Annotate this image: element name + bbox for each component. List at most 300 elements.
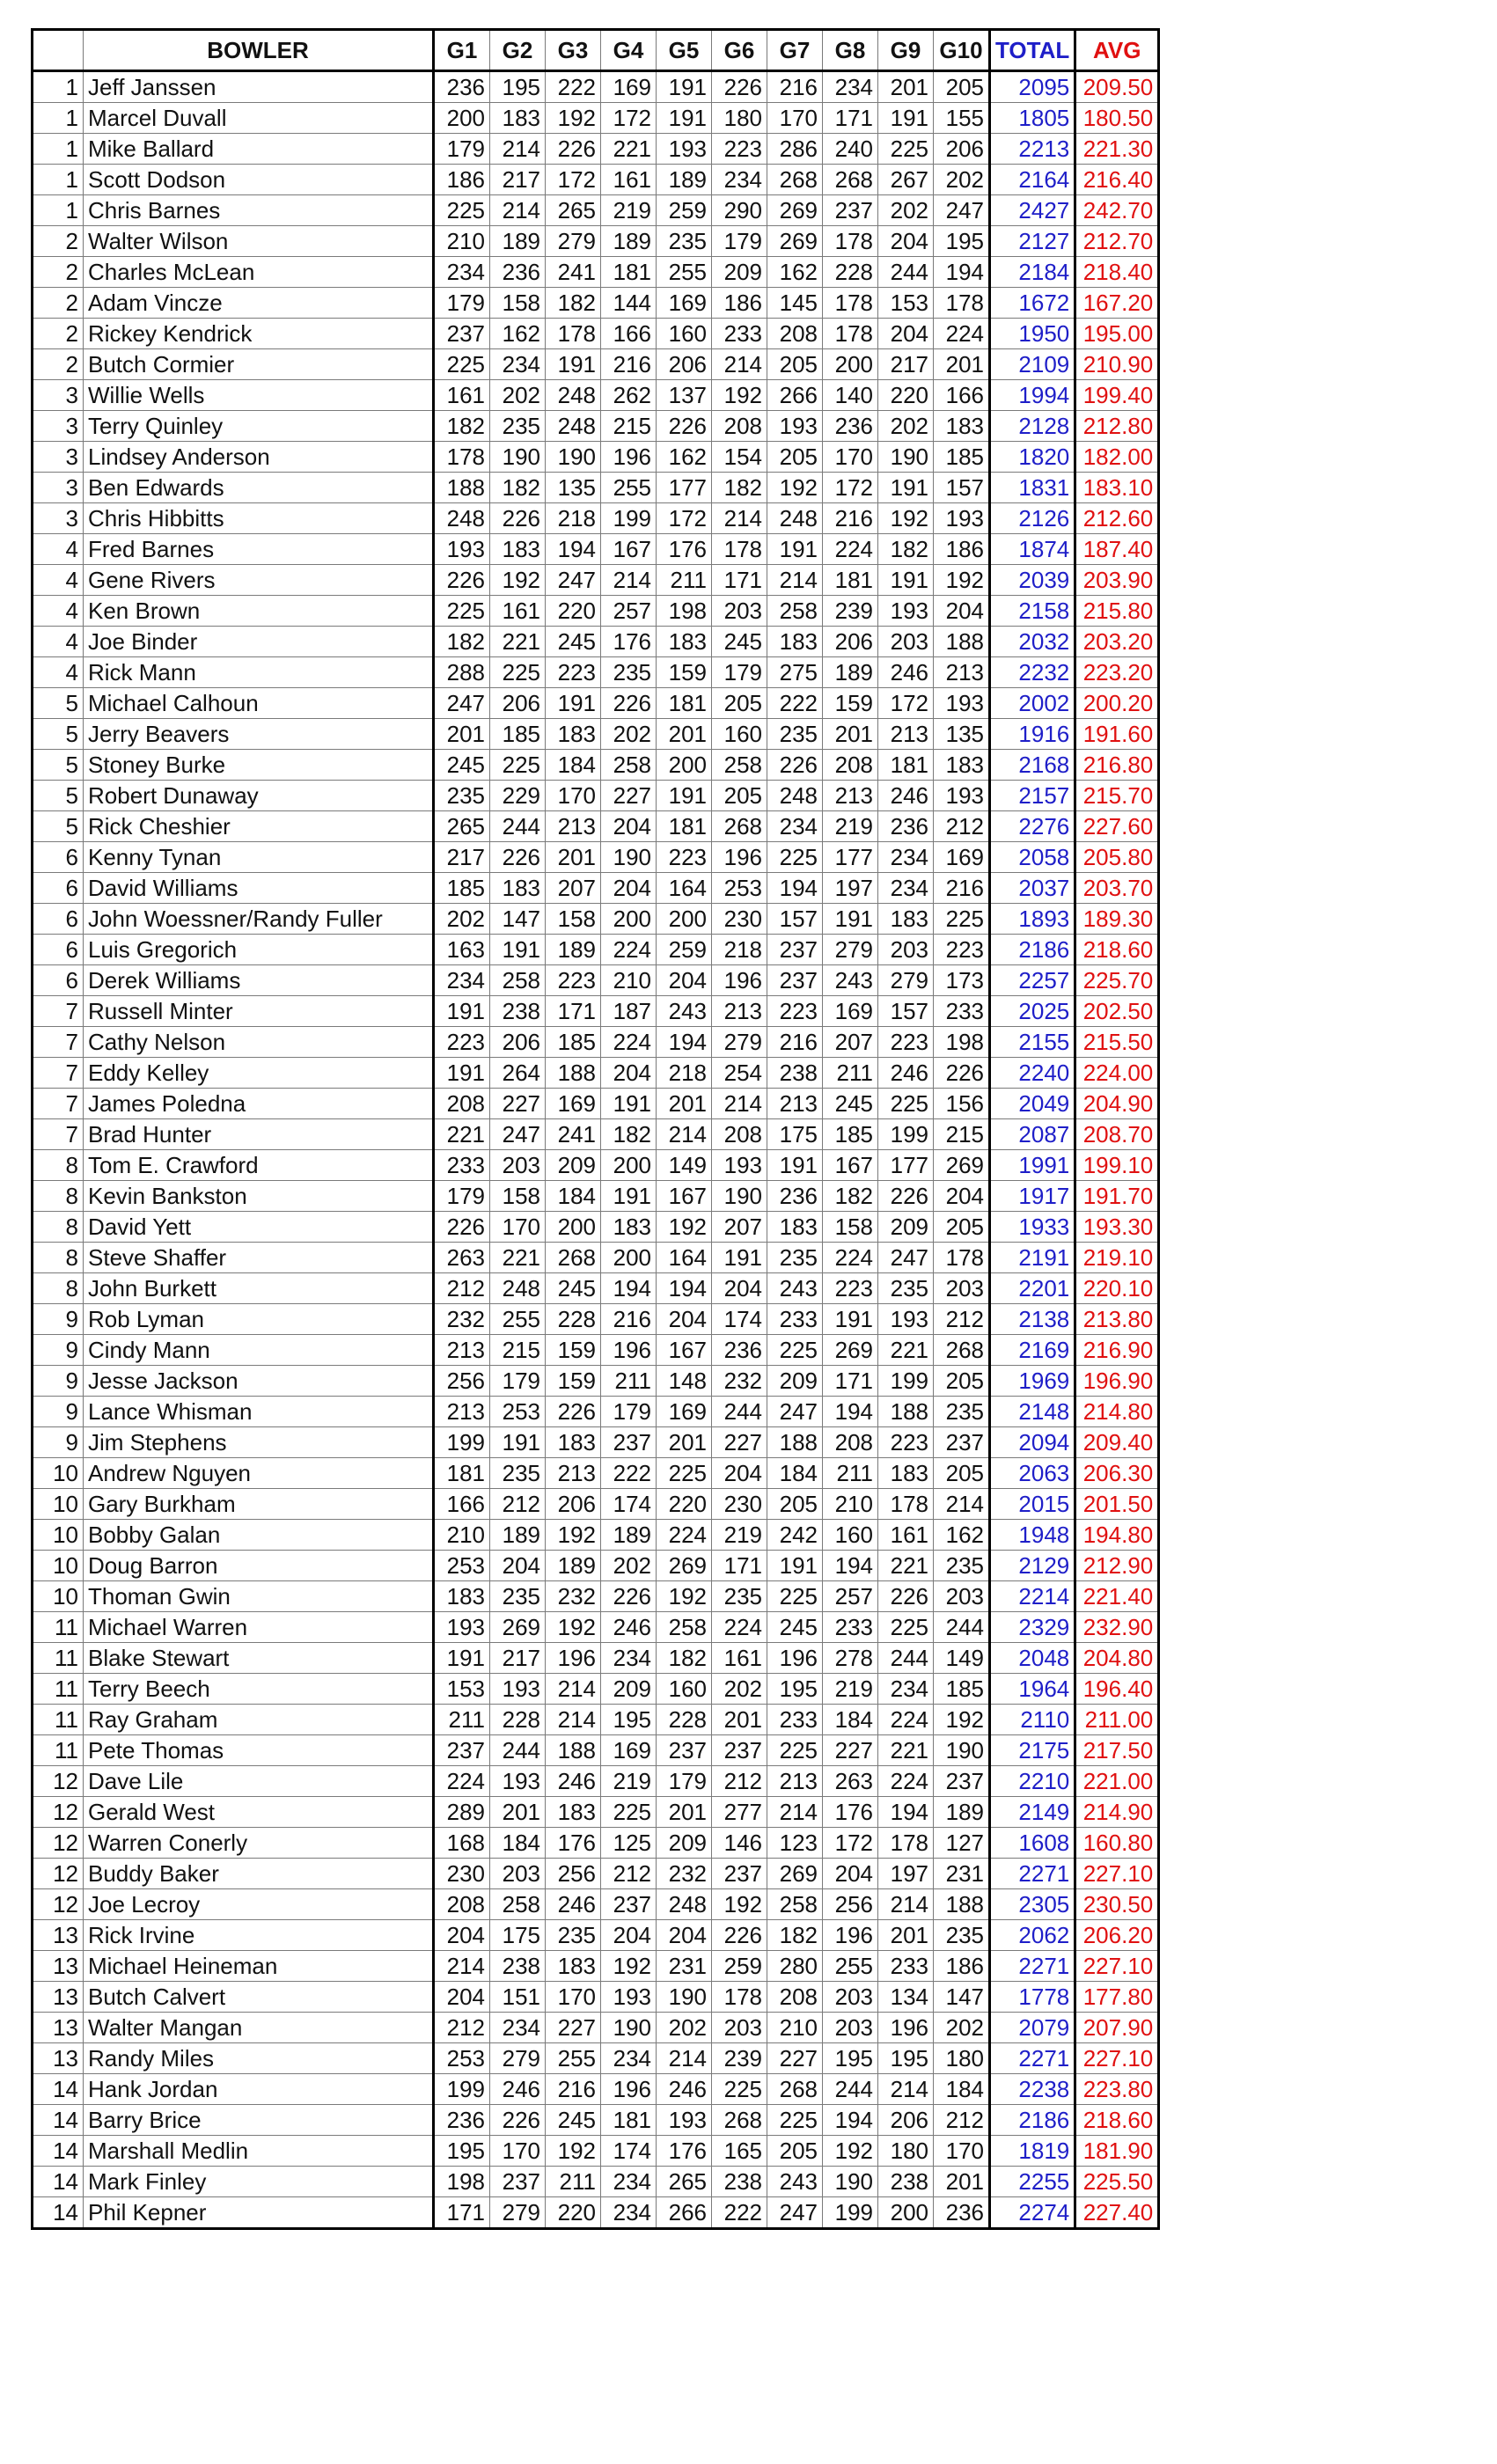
game-7-score-cell: 243 xyxy=(767,1273,823,1304)
game-9-score-cell: 223 xyxy=(878,1027,934,1058)
team-number-cell: 10 xyxy=(33,1489,84,1520)
average-cell: 180.50 xyxy=(1075,103,1159,134)
team-number-cell: 12 xyxy=(33,1828,84,1859)
game-3-score-cell: 206 xyxy=(546,1489,601,1520)
average-cell: 204.80 xyxy=(1075,1643,1159,1674)
game-4-score-cell: 196 xyxy=(601,1335,657,1366)
average-cell: 202.50 xyxy=(1075,996,1159,1027)
game-9-score-cell: 134 xyxy=(878,1982,934,2013)
game-3-score-cell: 188 xyxy=(546,1058,601,1089)
game-9-score-cell: 193 xyxy=(878,596,934,627)
table-row xyxy=(33,2074,1159,2105)
game-5-score-cell: 181 xyxy=(657,811,712,842)
game-6-score-cell: 214 xyxy=(712,1089,767,1119)
game-10-score-cell: 183 xyxy=(934,750,990,781)
bowler-name-cell: Walter Mangan xyxy=(84,2013,434,2043)
average-cell: 232.90 xyxy=(1075,1612,1159,1643)
total-cell: 2186 xyxy=(990,935,1075,965)
game-10-score-cell: 170 xyxy=(934,2136,990,2167)
team-number-cell: 11 xyxy=(33,1705,84,1735)
game-7-score-cell: 191 xyxy=(767,1150,823,1181)
game-9-score-cell: 220 xyxy=(878,380,934,411)
game-8-score-cell: 213 xyxy=(823,781,878,811)
game-8-score-cell: 197 xyxy=(823,873,878,904)
game-7-score-cell: 193 xyxy=(767,411,823,442)
total-cell: 2168 xyxy=(990,750,1075,781)
game-10-score-cell: 184 xyxy=(934,2074,990,2105)
game-7-score-cell: 280 xyxy=(767,1951,823,1982)
game-9-score-cell: 217 xyxy=(878,349,934,380)
game-1-score-cell: 179 xyxy=(434,134,490,165)
game-8-score-cell: 243 xyxy=(823,965,878,996)
game-3-score-cell: 183 xyxy=(546,1427,601,1458)
game-4-score-cell: 226 xyxy=(601,1581,657,1612)
game-6-score-cell: 178 xyxy=(712,534,767,565)
game-3-score-cell: 255 xyxy=(546,2043,601,2074)
game-6-score-cell: 190 xyxy=(712,1181,767,1212)
total-cell: 2191 xyxy=(990,1243,1075,1273)
total-cell: 1991 xyxy=(990,1150,1075,1181)
game-8-score-cell: 200 xyxy=(823,349,878,380)
game-1-score-cell: 245 xyxy=(434,750,490,781)
game-5-score-cell: 189 xyxy=(657,165,712,195)
game-7-score-cell: 184 xyxy=(767,1458,823,1489)
game-3-score-cell: 245 xyxy=(546,2105,601,2136)
game-10-score-cell: 149 xyxy=(934,1643,990,1674)
game-3-score-cell: 170 xyxy=(546,781,601,811)
game-1-score-cell: 253 xyxy=(434,2043,490,2074)
game-9-score-cell: 279 xyxy=(878,965,934,996)
bowler-name-cell: Rick Cheshier xyxy=(84,811,434,842)
game-3-score-cell: 184 xyxy=(546,750,601,781)
game-6-score-cell: 203 xyxy=(712,596,767,627)
game-2-score-cell: 264 xyxy=(490,1058,546,1089)
average-cell: 191.60 xyxy=(1075,719,1159,750)
game-8-score-cell: 224 xyxy=(823,1243,878,1273)
table-row xyxy=(33,226,1159,257)
bowler-name-cell: Terry Quinley xyxy=(84,411,434,442)
game-4-score-cell: 219 xyxy=(601,195,657,226)
game-8-score-cell: 203 xyxy=(823,1982,878,2013)
game-8-score-cell: 219 xyxy=(823,1674,878,1705)
game-4-score-cell: 262 xyxy=(601,380,657,411)
game-4-score-cell: 195 xyxy=(601,1705,657,1735)
game-5-score-cell: 259 xyxy=(657,935,712,965)
average-cell: 227.10 xyxy=(1075,2043,1159,2074)
game-5-score-cell: 204 xyxy=(657,1920,712,1951)
game-6-score-cell: 213 xyxy=(712,996,767,1027)
game-3-score-cell: 214 xyxy=(546,1674,601,1705)
bowler-name-cell: Andrew Nguyen xyxy=(84,1458,434,1489)
game-7-score-cell: 269 xyxy=(767,195,823,226)
table-row xyxy=(33,657,1159,688)
game-10-score-cell: 189 xyxy=(934,1797,990,1828)
header-g1: G1 xyxy=(434,30,490,71)
header-row xyxy=(33,30,1159,71)
game-10-score-cell: 185 xyxy=(934,442,990,473)
game-7-score-cell: 210 xyxy=(767,2013,823,2043)
game-5-score-cell: 194 xyxy=(657,1027,712,1058)
bowler-name-cell: Doug Barron xyxy=(84,1551,434,1581)
table-row xyxy=(33,935,1159,965)
game-8-score-cell: 239 xyxy=(823,596,878,627)
game-4-score-cell: 214 xyxy=(601,565,657,596)
team-number-cell: 10 xyxy=(33,1551,84,1581)
average-cell: 194.80 xyxy=(1075,1520,1159,1551)
game-1-score-cell: 234 xyxy=(434,965,490,996)
game-7-score-cell: 213 xyxy=(767,1766,823,1797)
table-row xyxy=(33,1581,1159,1612)
game-4-score-cell: 221 xyxy=(601,134,657,165)
average-cell: 200.20 xyxy=(1075,688,1159,719)
game-2-score-cell: 237 xyxy=(490,2167,546,2197)
game-6-score-cell: 259 xyxy=(712,1951,767,1982)
game-3-score-cell: 235 xyxy=(546,1920,601,1951)
total-cell: 2128 xyxy=(990,411,1075,442)
game-1-score-cell: 213 xyxy=(434,1335,490,1366)
bowler-name-cell: John Woessner/Randy Fuller xyxy=(84,904,434,935)
game-6-score-cell: 224 xyxy=(712,1612,767,1643)
bowler-name-cell: David Williams xyxy=(84,873,434,904)
game-2-score-cell: 244 xyxy=(490,1735,546,1766)
game-5-score-cell: 179 xyxy=(657,1766,712,1797)
game-6-score-cell: 180 xyxy=(712,103,767,134)
game-9-score-cell: 246 xyxy=(878,657,934,688)
game-6-score-cell: 178 xyxy=(712,1982,767,2013)
game-9-score-cell: 226 xyxy=(878,1181,934,1212)
game-9-score-cell: 234 xyxy=(878,1674,934,1705)
game-10-score-cell: 183 xyxy=(934,411,990,442)
total-cell: 2079 xyxy=(990,2013,1075,2043)
bowler-name-cell: John Burkett xyxy=(84,1273,434,1304)
game-8-score-cell: 170 xyxy=(823,442,878,473)
game-10-score-cell: 226 xyxy=(934,1058,990,1089)
bowler-name-cell: Lindsey Anderson xyxy=(84,442,434,473)
total-cell: 2155 xyxy=(990,1027,1075,1058)
game-7-score-cell: 205 xyxy=(767,2136,823,2167)
average-cell: 214.90 xyxy=(1075,1797,1159,1828)
header-g4: G4 xyxy=(601,30,657,71)
game-5-score-cell: 137 xyxy=(657,380,712,411)
game-1-score-cell: 263 xyxy=(434,1243,490,1273)
total-cell: 2058 xyxy=(990,842,1075,873)
team-number-cell: 4 xyxy=(33,596,84,627)
game-8-score-cell: 195 xyxy=(823,2043,878,2074)
game-7-score-cell: 266 xyxy=(767,380,823,411)
game-4-score-cell: 125 xyxy=(601,1828,657,1859)
team-number-cell: 8 xyxy=(33,1273,84,1304)
game-2-score-cell: 235 xyxy=(490,411,546,442)
game-6-score-cell: 191 xyxy=(712,1243,767,1273)
bowler-name-cell: Willie Wells xyxy=(84,380,434,411)
game-1-score-cell: 193 xyxy=(434,1612,490,1643)
average-cell: 213.80 xyxy=(1075,1304,1159,1335)
game-6-score-cell: 193 xyxy=(712,1150,767,1181)
game-8-score-cell: 203 xyxy=(823,2013,878,2043)
team-number-cell: 14 xyxy=(33,2105,84,2136)
average-cell: 195.00 xyxy=(1075,319,1159,349)
game-5-score-cell: 148 xyxy=(657,1366,712,1397)
game-3-score-cell: 169 xyxy=(546,1089,601,1119)
game-6-score-cell: 218 xyxy=(712,935,767,965)
bowler-name-cell: Gene Rivers xyxy=(84,565,434,596)
table-row xyxy=(33,842,1159,873)
team-number-cell: 5 xyxy=(33,750,84,781)
game-10-score-cell: 235 xyxy=(934,1551,990,1581)
game-9-score-cell: 177 xyxy=(878,1150,934,1181)
game-8-score-cell: 240 xyxy=(823,134,878,165)
average-cell: 227.10 xyxy=(1075,1859,1159,1889)
game-4-score-cell: 200 xyxy=(601,904,657,935)
game-2-score-cell: 238 xyxy=(490,996,546,1027)
bowler-name-cell: Barry Brice xyxy=(84,2105,434,2136)
game-7-score-cell: 245 xyxy=(767,1612,823,1643)
total-cell: 1916 xyxy=(990,719,1075,750)
game-2-score-cell: 183 xyxy=(490,534,546,565)
game-9-score-cell: 201 xyxy=(878,71,934,103)
game-1-score-cell: 210 xyxy=(434,1520,490,1551)
game-2-score-cell: 184 xyxy=(490,1828,546,1859)
game-4-score-cell: 194 xyxy=(601,1273,657,1304)
game-8-score-cell: 245 xyxy=(823,1089,878,1119)
bowler-name-cell: James Poledna xyxy=(84,1089,434,1119)
game-2-score-cell: 151 xyxy=(490,1982,546,2013)
total-cell: 2238 xyxy=(990,2074,1075,2105)
team-number-cell: 9 xyxy=(33,1366,84,1397)
game-10-score-cell: 225 xyxy=(934,904,990,935)
game-9-score-cell: 267 xyxy=(878,165,934,195)
table-row xyxy=(33,1889,1159,1920)
game-2-score-cell: 202 xyxy=(490,380,546,411)
total-cell: 1994 xyxy=(990,380,1075,411)
game-9-score-cell: 225 xyxy=(878,1612,934,1643)
total-cell: 1820 xyxy=(990,442,1075,473)
game-4-score-cell: 174 xyxy=(601,2136,657,2167)
game-6-score-cell: 202 xyxy=(712,1674,767,1705)
game-9-score-cell: 195 xyxy=(878,2043,934,2074)
bowler-name-cell: Jerry Beavers xyxy=(84,719,434,750)
team-number-cell: 3 xyxy=(33,380,84,411)
total-cell: 1964 xyxy=(990,1674,1075,1705)
game-1-score-cell: 168 xyxy=(434,1828,490,1859)
game-3-score-cell: 245 xyxy=(546,627,601,657)
game-3-score-cell: 227 xyxy=(546,2013,601,2043)
game-7-score-cell: 268 xyxy=(767,2074,823,2105)
game-6-score-cell: 239 xyxy=(712,2043,767,2074)
game-3-score-cell: 159 xyxy=(546,1366,601,1397)
game-8-score-cell: 194 xyxy=(823,1551,878,1581)
table-row xyxy=(33,1612,1159,1643)
game-4-score-cell: 224 xyxy=(601,1027,657,1058)
game-9-score-cell: 244 xyxy=(878,1643,934,1674)
game-1-score-cell: 256 xyxy=(434,1366,490,1397)
bowler-name-cell: Michael Calhoun xyxy=(84,688,434,719)
game-8-score-cell: 255 xyxy=(823,1951,878,1982)
table-row xyxy=(33,965,1159,996)
game-9-score-cell: 233 xyxy=(878,1951,934,1982)
average-cell: 187.40 xyxy=(1075,534,1159,565)
total-cell: 1948 xyxy=(990,1520,1075,1551)
table-row xyxy=(33,1982,1159,2013)
game-4-score-cell: 196 xyxy=(601,442,657,473)
team-number-cell: 9 xyxy=(33,1397,84,1427)
game-3-score-cell: 241 xyxy=(546,257,601,288)
game-5-score-cell: 164 xyxy=(657,1243,712,1273)
game-2-score-cell: 255 xyxy=(490,1304,546,1335)
game-7-score-cell: 226 xyxy=(767,750,823,781)
total-cell: 2427 xyxy=(990,195,1075,226)
game-8-score-cell: 192 xyxy=(823,2136,878,2167)
table-row xyxy=(33,1058,1159,1089)
game-2-score-cell: 191 xyxy=(490,1427,546,1458)
game-9-score-cell: 178 xyxy=(878,1828,934,1859)
table-row xyxy=(33,1551,1159,1581)
game-8-score-cell: 236 xyxy=(823,411,878,442)
total-cell: 2015 xyxy=(990,1489,1075,1520)
game-6-score-cell: 182 xyxy=(712,473,767,503)
game-1-score-cell: 236 xyxy=(434,71,490,103)
game-9-score-cell: 225 xyxy=(878,1089,934,1119)
game-3-score-cell: 220 xyxy=(546,596,601,627)
team-number-cell: 14 xyxy=(33,2136,84,2167)
average-cell: 218.40 xyxy=(1075,257,1159,288)
game-5-score-cell: 176 xyxy=(657,2136,712,2167)
game-8-score-cell: 233 xyxy=(823,1612,878,1643)
table-header xyxy=(33,30,1159,71)
total-cell: 2095 xyxy=(990,71,1075,103)
game-1-score-cell: 179 xyxy=(434,288,490,319)
game-5-score-cell: 259 xyxy=(657,195,712,226)
game-7-score-cell: 225 xyxy=(767,1735,823,1766)
game-5-score-cell: 218 xyxy=(657,1058,712,1089)
team-number-cell: 2 xyxy=(33,319,84,349)
team-number-cell: 5 xyxy=(33,781,84,811)
game-9-score-cell: 172 xyxy=(878,688,934,719)
game-2-score-cell: 201 xyxy=(490,1797,546,1828)
average-cell: 211.00 xyxy=(1075,1705,1159,1735)
game-4-score-cell: 215 xyxy=(601,411,657,442)
bowler-name-cell: Rob Lyman xyxy=(84,1304,434,1335)
game-3-score-cell: 176 xyxy=(546,1828,601,1859)
game-2-score-cell: 193 xyxy=(490,1766,546,1797)
game-2-score-cell: 217 xyxy=(490,165,546,195)
game-7-score-cell: 233 xyxy=(767,1304,823,1335)
game-6-score-cell: 268 xyxy=(712,2105,767,2136)
table-row xyxy=(33,1212,1159,1243)
game-2-score-cell: 229 xyxy=(490,781,546,811)
average-cell: 218.60 xyxy=(1075,935,1159,965)
average-cell: 183.10 xyxy=(1075,473,1159,503)
game-1-score-cell: 247 xyxy=(434,688,490,719)
game-10-score-cell: 235 xyxy=(934,1920,990,1951)
total-cell: 2305 xyxy=(990,1889,1075,1920)
game-10-score-cell: 237 xyxy=(934,1427,990,1458)
game-5-score-cell: 198 xyxy=(657,596,712,627)
game-2-score-cell: 179 xyxy=(490,1366,546,1397)
team-number-cell: 8 xyxy=(33,1150,84,1181)
game-8-score-cell: 228 xyxy=(823,257,878,288)
team-number-cell: 1 xyxy=(33,195,84,226)
bowler-name-cell: Butch Calvert xyxy=(84,1982,434,2013)
bowler-name-cell: Walter Wilson xyxy=(84,226,434,257)
game-7-score-cell: 205 xyxy=(767,442,823,473)
game-10-score-cell: 205 xyxy=(934,1212,990,1243)
game-10-score-cell: 166 xyxy=(934,380,990,411)
game-7-score-cell: 216 xyxy=(767,71,823,103)
game-5-score-cell: 200 xyxy=(657,750,712,781)
table-row xyxy=(33,1027,1159,1058)
table-row xyxy=(33,1181,1159,1212)
total-cell: 1819 xyxy=(990,2136,1075,2167)
bowler-name-cell: Scott Dodson xyxy=(84,165,434,195)
game-7-score-cell: 213 xyxy=(767,1089,823,1119)
table-row xyxy=(33,165,1159,195)
game-6-score-cell: 209 xyxy=(712,257,767,288)
game-2-score-cell: 158 xyxy=(490,288,546,319)
game-6-score-cell: 237 xyxy=(712,1859,767,1889)
game-3-score-cell: 223 xyxy=(546,657,601,688)
table-row xyxy=(33,103,1159,134)
average-cell: 205.80 xyxy=(1075,842,1159,873)
game-8-score-cell: 234 xyxy=(823,71,878,103)
game-6-score-cell: 254 xyxy=(712,1058,767,1089)
game-3-score-cell: 256 xyxy=(546,1859,601,1889)
average-cell: 196.90 xyxy=(1075,1366,1159,1397)
game-1-score-cell: 199 xyxy=(434,2074,490,2105)
game-2-score-cell: 246 xyxy=(490,2074,546,2105)
game-10-score-cell: 193 xyxy=(934,781,990,811)
game-7-score-cell: 238 xyxy=(767,1058,823,1089)
game-2-score-cell: 203 xyxy=(490,1150,546,1181)
total-cell: 2039 xyxy=(990,565,1075,596)
game-1-score-cell: 195 xyxy=(434,2136,490,2167)
game-4-score-cell: 181 xyxy=(601,2105,657,2136)
average-cell: 191.70 xyxy=(1075,1181,1159,1212)
game-3-score-cell: 158 xyxy=(546,904,601,935)
game-9-score-cell: 244 xyxy=(878,257,934,288)
game-2-score-cell: 234 xyxy=(490,2013,546,2043)
game-2-score-cell: 236 xyxy=(490,257,546,288)
team-number-cell: 11 xyxy=(33,1735,84,1766)
game-3-score-cell: 172 xyxy=(546,165,601,195)
game-7-score-cell: 236 xyxy=(767,1181,823,1212)
game-2-score-cell: 244 xyxy=(490,811,546,842)
game-1-score-cell: 178 xyxy=(434,442,490,473)
game-7-score-cell: 175 xyxy=(767,1119,823,1150)
game-1-score-cell: 179 xyxy=(434,1181,490,1212)
average-cell: 218.60 xyxy=(1075,2105,1159,2136)
average-cell: 160.80 xyxy=(1075,1828,1159,1859)
table-row xyxy=(33,1828,1159,1859)
game-6-score-cell: 205 xyxy=(712,781,767,811)
game-2-score-cell: 183 xyxy=(490,103,546,134)
game-1-score-cell: 204 xyxy=(434,1982,490,2013)
game-1-score-cell: 237 xyxy=(434,319,490,349)
game-1-score-cell: 213 xyxy=(434,1397,490,1427)
game-3-score-cell: 192 xyxy=(546,2136,601,2167)
game-10-score-cell: 201 xyxy=(934,2167,990,2197)
total-cell: 1608 xyxy=(990,1828,1075,1859)
team-number-cell: 11 xyxy=(33,1612,84,1643)
game-9-score-cell: 196 xyxy=(878,2013,934,2043)
game-4-score-cell: 202 xyxy=(601,719,657,750)
game-5-score-cell: 167 xyxy=(657,1335,712,1366)
game-10-score-cell: 169 xyxy=(934,842,990,873)
game-10-score-cell: 205 xyxy=(934,71,990,103)
game-6-score-cell: 222 xyxy=(712,2197,767,2229)
game-2-score-cell: 253 xyxy=(490,1397,546,1427)
game-7-score-cell: 233 xyxy=(767,1705,823,1735)
